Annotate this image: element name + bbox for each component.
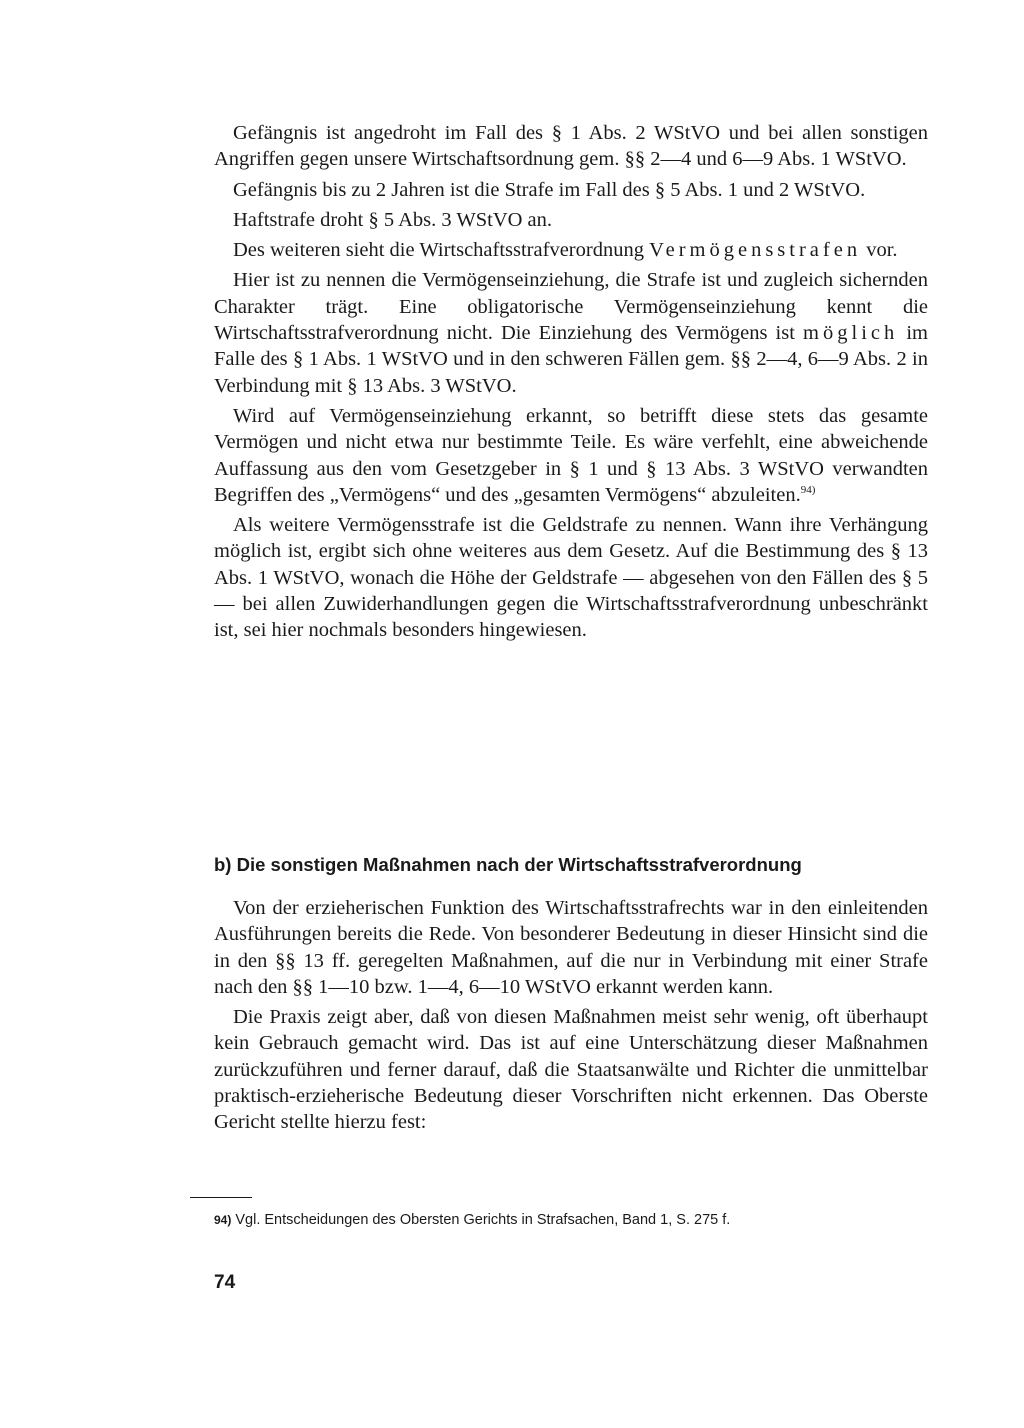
paragraph-text: Von der erzieherischen Funktion des Wirtschaftsstrafrechts war in den einleitenden Ausführungen bereits die Rede. Von besonderer Bedeutung in dieser Hinsicht sind die in den §§ 13 ff. geregelten Maßnahmen, auf die nur in Verbindung mit einer Strafe nach den §§ 1—10 bzw. 1—4, 6—10 WStVO erkannt werden kann. [214, 897, 928, 998]
paragraph-educational-function [214, 895, 928, 1000]
footnote-text: Vgl. Entscheidungen des Obersten Gerichts in Strafsachen, Band 1, S. 275 f. [231, 1212, 731, 1228]
paragraph-text: Wird auf Vermögenseinziehung erkannt, so betrifft diese stets das gesamte Vermögen und nicht etwa nur bestimmte Teile. Es wäre verfehlt, eine abweichende Auffassung aus den vom Gesetzgeber in § 1 und § 13 Abs. 3 WStVO verwandten Begriffen des „Vermögens“ und des „gesamten Vermögens“ abzuleiten. [214, 404, 928, 506]
paragraph-text: Des weiteren sieht die Wirtschaftsstrafverordnung [233, 239, 650, 262]
footnote [214, 1211, 928, 1230]
paragraph-practice [214, 1004, 928, 1135]
spaced-emphasis: möglich [803, 322, 899, 345]
body-text-top [214, 120, 928, 648]
footnote-reference: 94) [800, 484, 816, 497]
footnote-divider [190, 1197, 252, 1198]
paragraph-text: Die Praxis zeigt aber, daß von diesen Maßnahmen meist sehr wenig, oft überhaupt kein Gebrauch gemacht wird. Das ist auf eine Unterschätzung dieser Maßnahmen zurückzuführen und ferner darauf, daß die Staatsanwälte und Richter die unmittelbar praktisch-erzieherische Bedeutung dieser Vorschriften nicht erkennen. Das Oberste Gericht stellte hierzu fest: [214, 1006, 928, 1134]
paragraph-prison-threat [214, 120, 928, 173]
body-text-bottom [214, 895, 928, 1140]
spaced-emphasis: Vermögensstrafen [649, 239, 862, 262]
paragraph-property-penalties [214, 237, 928, 263]
paragraph-fine [214, 512, 928, 643]
section-heading: b) Die sonstigen Maßnahmen nach der Wirtschaftsstrafverordnung [214, 854, 802, 875]
paragraph-total-assets [214, 403, 928, 508]
paragraph-prison-two-years [214, 177, 928, 203]
paragraph-confiscation [214, 267, 928, 398]
page-number: 74 [214, 1272, 236, 1293]
paragraph-text: im Falle des § 1 Abs. 1 WStVO und in den schweren Fällen gem. §§ 2—4, 6—9 Abs. 2 in Verbindung mit § 13 Abs. 3 WStVO. [214, 322, 928, 397]
paragraph-text: Als weitere Vermögensstrafe ist die Geldstrafe zu nennen. Wann ihre Verhängung möglich ist, ergibt sich ohne weiteres aus dem Gesetz. Auf die Bestimmung des § 13 Abs. 1 WStVO, wonach die Höhe der Geldstrafe — abgesehen von den Fällen des § 5 — bei allen Zuwiderhandlungen gegen die Wirtschaftsstrafverordnung unbeschränkt ist, sei hier nochmals besonders hingewiesen. [214, 514, 928, 642]
footnote-marker: 94) [214, 1213, 232, 1227]
paragraph-detention [214, 207, 928, 233]
paragraph-text: Gefängnis bis zu 2 Jahren ist die Strafe im Fall des § 5 Abs. 1 und 2 WStVO. [233, 178, 866, 201]
paragraph-text: Haftstrafe droht § 5 Abs. 3 WStVO an. [233, 208, 553, 231]
paragraph-text: vor. [861, 239, 898, 262]
paragraph-text: Hier ist zu nennen die Vermögenseinziehung, die Strafe ist und zugleich sichernden Charakter trägt. Eine obligatorische Vermögenseinziehung kennt die Wirtschaftsstrafverordnung nicht. Die Einziehung des Vermögens ist [214, 269, 928, 345]
paragraph-text: Gefängnis ist angedroht im Fall des § 1 Abs. 2 WStVO und bei allen sonstigen Angriffen gegen unsere Wirtschaftsordnung gem. §§ 2—4 und 6—9 Abs. 1 WStVO. [214, 122, 928, 171]
